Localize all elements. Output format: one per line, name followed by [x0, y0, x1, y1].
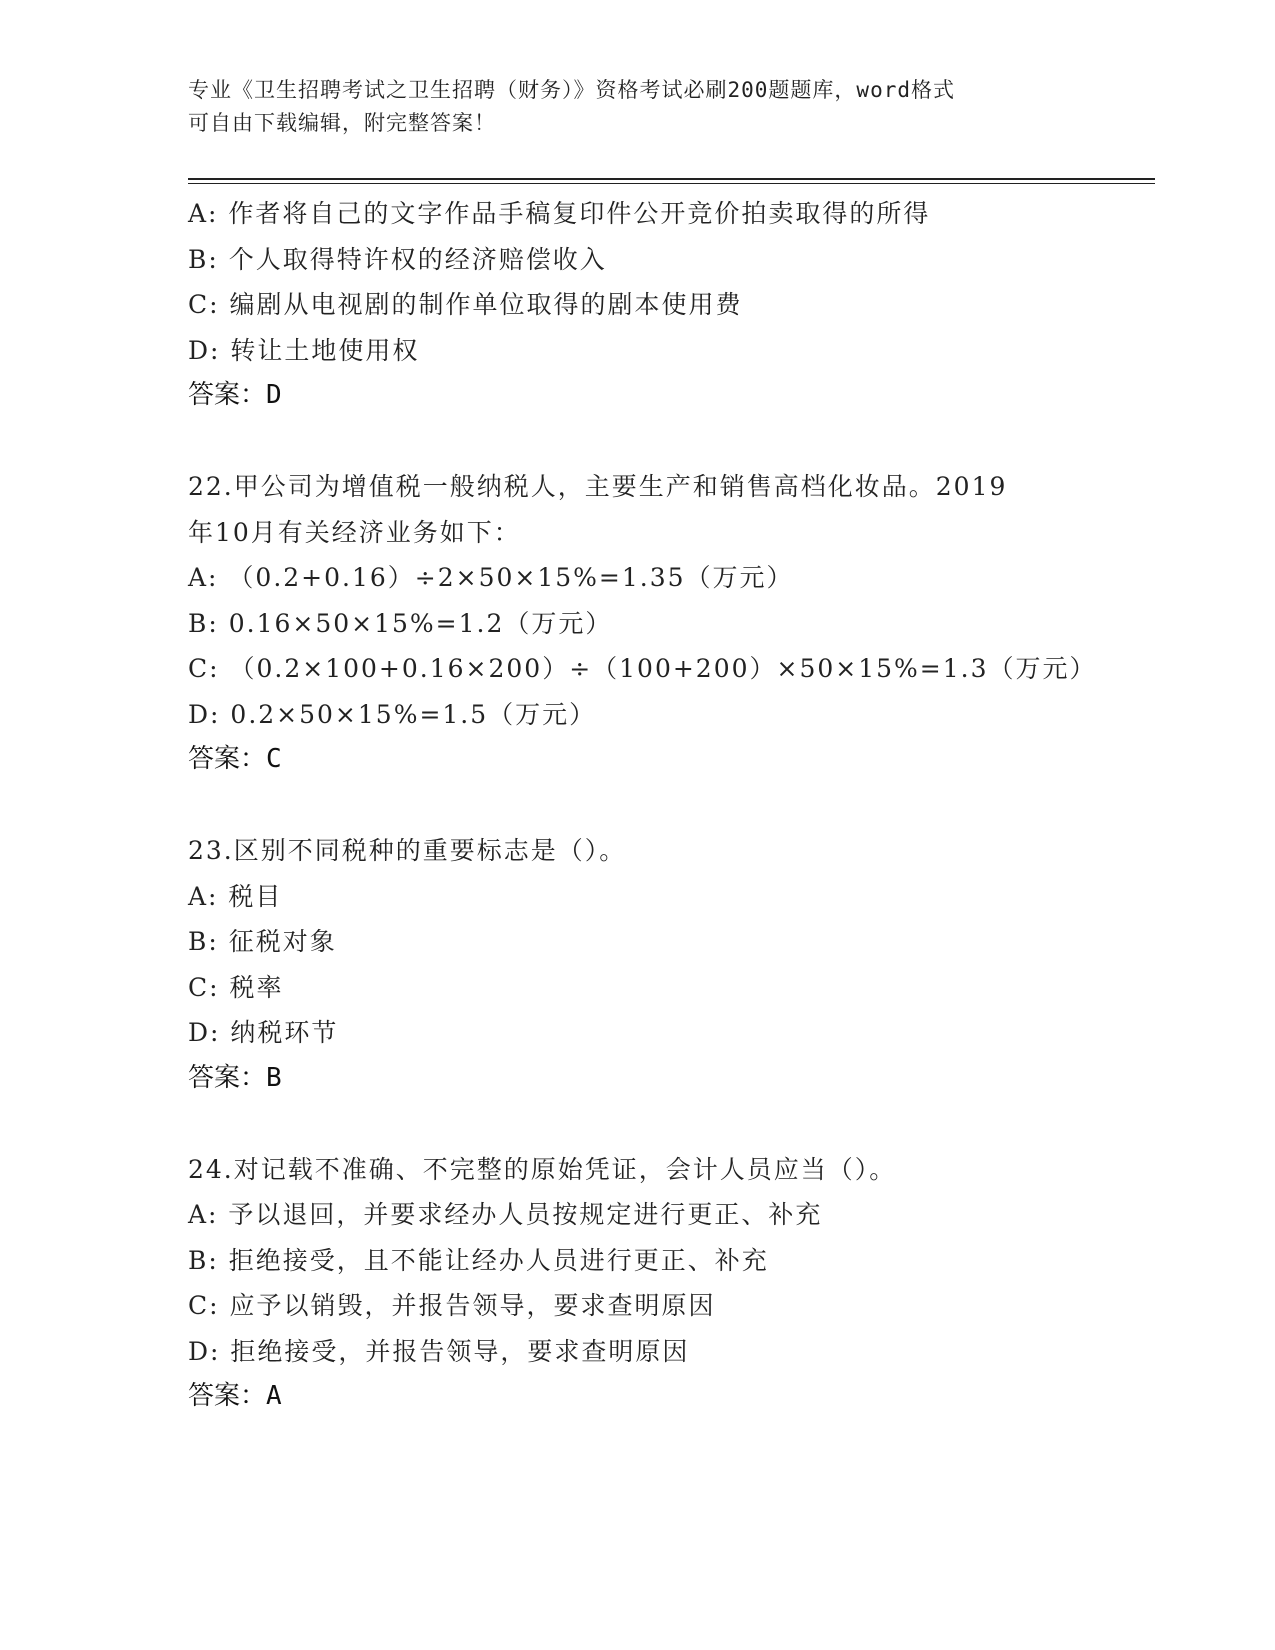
question-23-option-c: C: 税率 [188, 972, 284, 1002]
header-title-line-2: 可自由下载编辑，附完整答案！ [188, 111, 496, 135]
question-spacer [188, 1101, 1138, 1147]
document-header [188, 74, 1088, 140]
question-22-option-c: C: （0.2×100+0.16×200）÷（100+200）×50×15%=1.3（万元） [188, 654, 1097, 683]
question-23-option-d: D: 纳税环节 [188, 1018, 339, 1047]
header-title-line-1: 专业《卫生招聘考试之卫生招聘（财务）》资格考试必刷200题题库，word格式 [188, 78, 955, 102]
question-23-option-a: A: 税目 [188, 881, 283, 911]
question-22 [188, 464, 1138, 783]
question-21-option-d: D: 转让土地使用权 [188, 335, 420, 365]
question-24-stem: 24.对记载不准确、不完整的原始凭证，会计人员应当（）。 [188, 1154, 897, 1184]
header-divider-thin [188, 183, 1155, 184]
question-23-stem: 23.区别不同税种的重要标志是（）。 [188, 836, 627, 865]
question-21 [188, 191, 1138, 419]
question-24-option-a: A: 予以退回，并要求经办人员按规定进行更正、补充 [188, 1200, 823, 1229]
question-21-option-c: C: 编剧从电视剧的制作单位取得的剧本使用费 [188, 290, 743, 319]
question-24-option-c: C: 应予以销毁，并报告领导，要求查明原因 [188, 1291, 716, 1320]
question-23 [188, 828, 1138, 1101]
question-22-answer: 答案：C [188, 744, 282, 774]
question-22-option-d: D: 0.2×50×15%=1.5（万元） [188, 699, 597, 729]
question-21-option-a: A: 作者将自己的文字作品手稿复印件公开竞价拍卖取得的所得 [188, 199, 931, 228]
question-22-stem-line-1: 22.甲公司为增值税一般纳税人，主要生产和销售高档化妆品。2019 [188, 472, 1008, 501]
question-24 [188, 1147, 1138, 1420]
question-24-option-b: B: 拒绝接受，且不能让经办人员进行更正、补充 [188, 1245, 769, 1275]
question-21-answer: 答案：D [188, 380, 282, 410]
question-list [188, 191, 1138, 1420]
header-divider-thick [188, 178, 1155, 180]
question-22-stem-line-2: 年10月有关经济业务如下： [188, 517, 521, 547]
question-spacer [188, 783, 1138, 829]
question-23-answer: 答案：B [188, 1062, 282, 1093]
question-24-option-d: D: 拒绝接受，并报告领导，要求查明原因 [188, 1336, 690, 1366]
question-22-option-a: A: （0.2+0.16）÷2×50×15%=1.35（万元） [188, 563, 794, 592]
question-spacer [188, 419, 1138, 465]
question-22-option-b: B: 0.16×50×15%=1.2（万元） [188, 608, 613, 638]
question-21-option-b: B: 个人取得特许权的经济赔偿收入 [188, 244, 607, 274]
question-24-answer: 答案：A [188, 1381, 282, 1411]
question-23-option-b: B: 征税对象 [188, 927, 337, 956]
